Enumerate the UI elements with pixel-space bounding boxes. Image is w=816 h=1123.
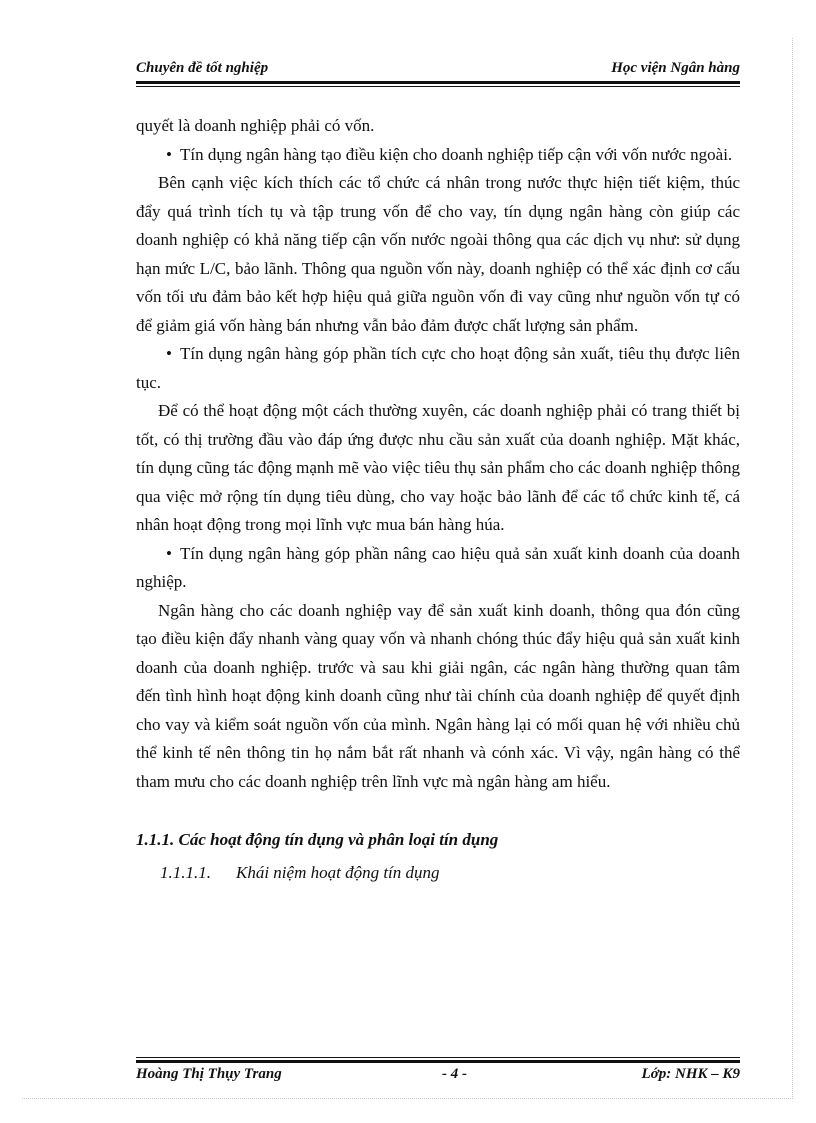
paragraph: Bên cạnh việc kích thích các tổ chức cá nhân trong nước thực hiện tiết kiệm, thúc đẩy quá trình tích tụ và tập trung vốn để cho vay, tín dụng ngân hàng còn giúp các doanh nghiệp có khả năng tiếp cận vốn nước ngoài thông qua các dịch vụ như: sử dụng hạn mức L/C, bảo lãnh. Thông qua nguồn vốn này, doanh nghiệp có thể xác định cơ cấu vốn tối ưu đảm bảo kết hợp hiệu quả giữa nguồn vốn đi vay cũng như nguồn vốn tự có để giảm giá vốn hàng bán nhưng vẫn bảo đảm được chất lượng sản phẩm.: [136, 173, 740, 335]
header-title: Chuyên đề tốt nghiệp: [136, 60, 269, 76]
paragraph-continuation: quyết là doanh nghiệp phải có vốn.: [136, 116, 375, 135]
subsection-heading: [136, 859, 740, 888]
bullet-paragraph: [136, 340, 740, 397]
bullet-paragraph: [136, 540, 740, 597]
bullet-paragraph: [136, 141, 740, 170]
subsection-number: 1.1.1.1.: [160, 862, 211, 882]
section-heading: 1.1.1. Các hoạt động tín dụng và phân loại tín dụng: [136, 830, 499, 849]
page-number: - 4 -: [442, 1066, 467, 1082]
bullet-text: Tín dụng ngân hàng tạo điều kiện cho doanh nghiệp tiếp cận với vốn nước ngoài.: [180, 144, 733, 164]
header-institution: Học viện Ngân hàng: [611, 60, 740, 76]
bullet-text: Tín dụng ngân hàng góp phần nâng cao hiệu quả sản xuất kinh doanh của doanh nghiệp.: [136, 543, 740, 591]
header-rule: [136, 81, 740, 87]
footer-rule: [136, 1057, 740, 1063]
bullet-icon: •: [166, 344, 172, 363]
footer-class: Lớp: NHK – K9: [641, 1066, 740, 1082]
bullet-icon: •: [166, 543, 172, 563]
subsection-title: Khái niệm hoạt động tín dụng: [236, 862, 440, 882]
page-footer: [136, 1066, 740, 1088]
paragraph: Để có thể hoạt động một cách thường xuyên, các doanh nghiệp phải có trang thiết bị tốt, có thị trường đầu vào đáp ứng được nhu cầu sản xuất của doanh nghiệp. Mặt khác, tín dụng cũng tác động mạnh mẽ vào việc tiêu thụ sản phẩm cho các doanh nghiệp thông qua việc mở rộng tín dụng tiêu dùng, cho vay hoặc bảo lãnh để các tổ chức kinh tế, cá nhân hoạt động trong mọi lĩnh vực mua bán hàng húa.: [136, 401, 740, 534]
bullet-text: Tín dụng ngân hàng góp phần tích cực cho hoạt động sản xuất, tiêu thụ được liên tục.: [136, 344, 740, 392]
page-header: [136, 60, 740, 82]
footer-author: Hoàng Thị Thụy Trang: [136, 1066, 282, 1082]
paragraph: Ngân hàng cho các doanh nghiệp vay để sản xuất kinh doanh, thông qua đón cũng tạo điều kiện đẩy nhanh vàng quay vốn và nhanh chóng thúc đẩy hiệu quả sản xuất kinh doanh của doanh nghiệp. trước và sau khi giải ngân, các ngân hàng thường quan tâm đến tình hình hoạt động kinh doanh cũng như tài chính của doanh nghiệp để quyết định cho vay và kiểm soát nguồn vốn của mình. Ngân hàng lại có mối quan hệ với nhiều chủ thể kinh tế nên thông tin họ nắm bắt rất nhanh và cónh xác. Vì vậy, ngân hàng có thể tham mưu cho các doanh nghiệp trên lĩnh vực mà ngân hàng am hiểu.: [136, 600, 740, 791]
document-body: [136, 112, 740, 887]
bullet-icon: •: [166, 144, 172, 164]
